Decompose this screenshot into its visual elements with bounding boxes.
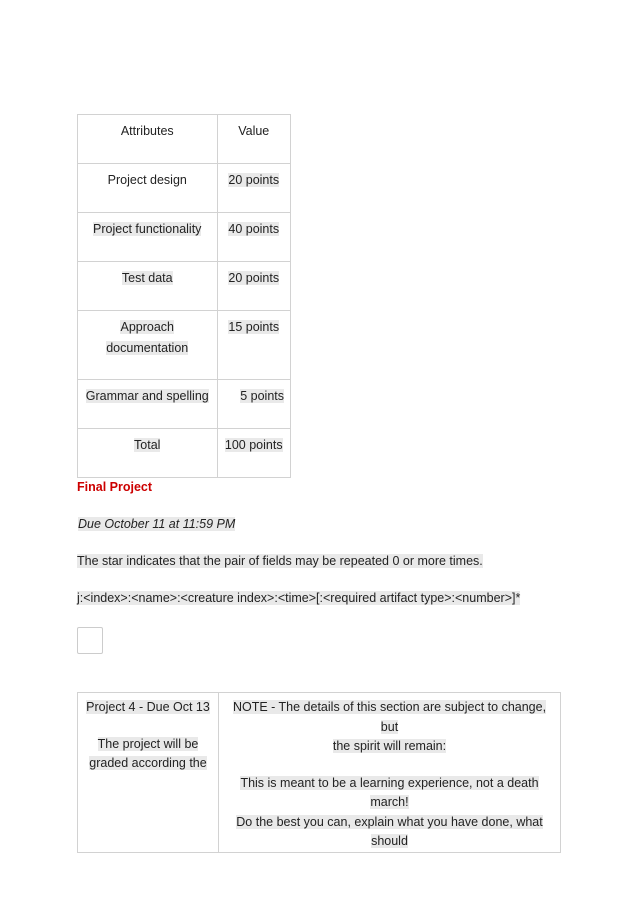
attribute-cell: [78, 262, 218, 311]
attribute-text: Grammar and spelling: [85, 389, 209, 403]
value-cell: [217, 262, 291, 311]
attribute-cell: [78, 213, 218, 262]
due-date: [78, 516, 235, 532]
project4-left-cell: [78, 693, 219, 853]
project4-right-cell: [219, 693, 561, 853]
header-attribute: [78, 115, 218, 164]
attribute-text: Test data: [121, 271, 173, 285]
final-project-heading: Final Project: [77, 480, 153, 494]
format-spec: [77, 590, 520, 606]
value-cell: [217, 429, 291, 478]
table-row: [78, 262, 291, 311]
project4-left-line1: The project will be: [97, 736, 199, 751]
checkbox[interactable]: [77, 627, 103, 654]
value-text: 20 points: [228, 271, 280, 285]
table-row: [78, 164, 291, 213]
project4-note-line1: NOTE - The details of this section are subject to change, but: [232, 700, 547, 734]
attribute-text: Total: [134, 438, 161, 452]
table-row: [78, 693, 561, 853]
attribute-cell: [78, 164, 218, 213]
project4-left-line2: graded according the: [89, 756, 207, 770]
project4-body-line1: This is meant to be a learning experience, not a death march!: [240, 775, 539, 809]
format-spec-text: j:<index>:<name>:<creature index>:<time>[:<required artifact type>:<number>]*: [77, 591, 521, 605]
value-text: 15 points: [228, 320, 280, 334]
project4-note-line2: the spirit will remain:: [332, 739, 447, 753]
attribute-text-line1: Approach: [120, 320, 174, 334]
attribute-cell: [78, 380, 218, 429]
table-row: [78, 213, 291, 262]
project4-title: Project 4 - Due Oct 13: [86, 700, 210, 714]
attribute-text: Project functionality: [93, 222, 202, 236]
attribute-text: Project design: [107, 173, 187, 187]
table-row: [78, 311, 291, 380]
value-text: 20 points: [228, 173, 280, 187]
value-cell: [217, 213, 291, 262]
due-date-text: Due October 11 at 11:59 PM: [78, 517, 236, 531]
value-cell: [217, 311, 291, 380]
header-value: [217, 115, 291, 164]
header-value-text: Value: [238, 124, 270, 138]
header-attribute-text: Attributes: [120, 124, 174, 138]
star-note-text: The star indicates that the pair of fields may be repeated 0 or more times.: [77, 554, 483, 568]
value-cell: [217, 164, 291, 213]
value-text: 5 points: [240, 389, 284, 403]
table-row: [78, 429, 291, 478]
attribute-text-line2: documentation: [106, 341, 189, 355]
value-cell: [217, 380, 291, 429]
attribute-cell: [78, 429, 218, 478]
grading-table: [77, 114, 291, 478]
grading-table-header: [78, 115, 291, 164]
table-row: [78, 380, 291, 429]
project4-table: [77, 692, 561, 853]
attribute-cell: [78, 311, 218, 380]
value-text: 40 points: [228, 222, 280, 236]
value-text: 100 points: [224, 438, 283, 452]
project4-body-line2: Do the best you can, explain what you have done, what should: [236, 814, 543, 848]
star-note: [77, 553, 483, 569]
